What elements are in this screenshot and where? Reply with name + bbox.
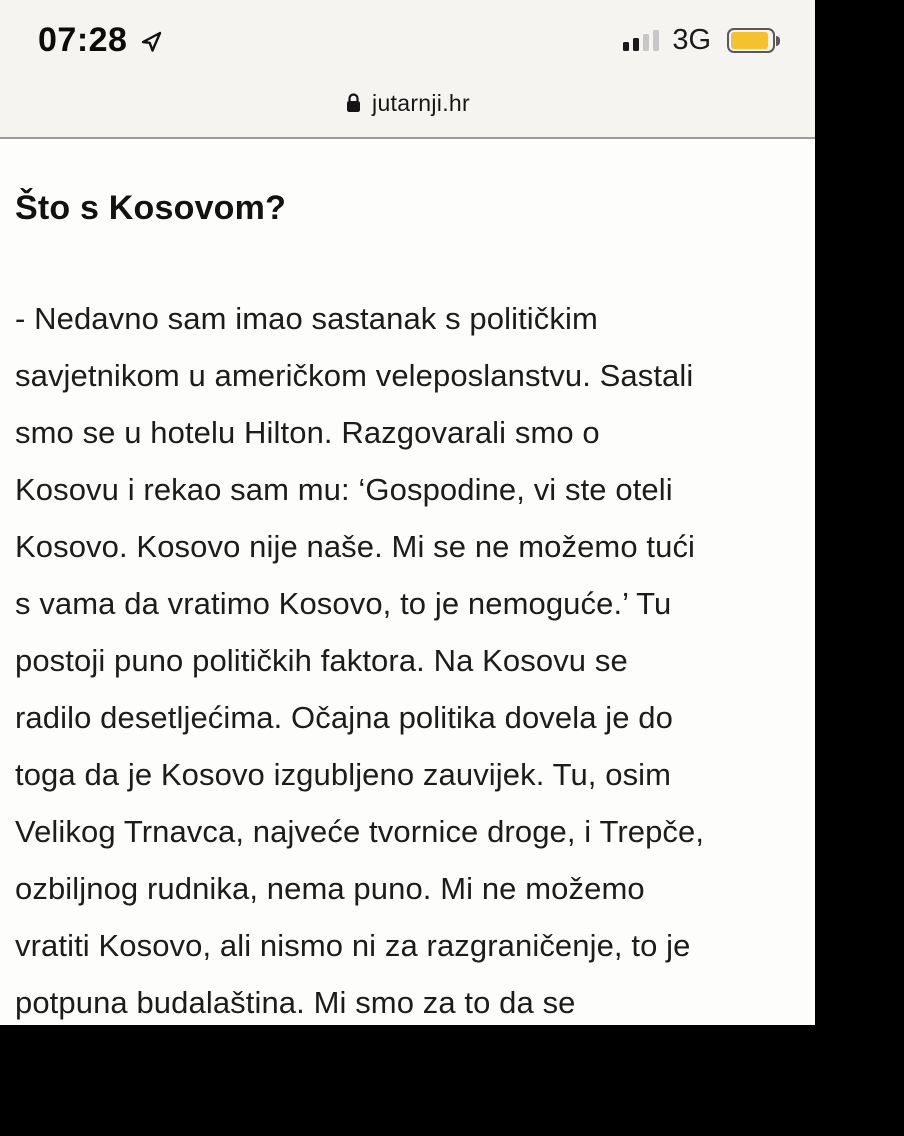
clock: 07:28 [38, 20, 128, 59]
paragraph-line: potpuna budalaština. Mi smo za to da se [15, 985, 576, 1020]
paragraph-line: savjetnikom u američkom veleposlanstvu. Sastali [15, 358, 694, 393]
paragraph-line: - Nedavno sam imao sastanak s političkim [15, 301, 598, 336]
article-content [0, 189, 815, 1025]
battery-fill [731, 32, 768, 49]
safari-header [0, 0, 815, 139]
status-left [38, 21, 163, 60]
signal-bar [643, 34, 649, 51]
address-bar[interactable] [0, 90, 815, 117]
signal-bar [633, 38, 639, 51]
article-heading: Što s Kosovom? [15, 189, 287, 227]
battery-nub [776, 36, 780, 46]
paragraph-line: Velikog Trnavca, najveće tvornice droge, i Trepče, [15, 814, 705, 849]
paragraph-line: s vama da vratimo Kosovo, to je nemoguće.’ Tu [15, 586, 672, 621]
paragraph-line: vratiti Kosovo, ali nismo ni za razgraničenje, to je [15, 928, 691, 963]
status-right [623, 24, 781, 57]
padlock-icon [345, 92, 362, 113]
paragraph-line: ozbiljnog rudnika, nema puno. Mi ne možemo [15, 871, 645, 906]
paragraph-line: postoji puno političkih faktora. Na Kosovu se [15, 643, 628, 678]
signal-bar [623, 42, 629, 51]
article-paragraph [15, 290, 797, 1025]
location-arrow-icon [139, 29, 163, 53]
paragraph-line: Kosovo. Kosovo nije naše. Mi se ne možemo tući [15, 529, 696, 564]
paragraph-line: Kosovu i rekao sam mu: ‘Gospodine, vi ste oteli [15, 472, 673, 507]
network-type-label: 3G [672, 23, 711, 56]
paragraph-line: smo se u hotelu Hilton. Razgovarali smo o [15, 415, 600, 450]
paragraph-line: toga da je Kosovo izgubljeno zauvijek. Tu, osim [15, 757, 672, 792]
signal-bar [653, 30, 659, 51]
paragraph-line: radilo desetljećima. Očajna politika dovela je do [15, 700, 673, 735]
battery-low-power-icon [727, 28, 775, 53]
cellular-signal-icon [623, 29, 659, 51]
url-domain: jutarnji.hr [372, 90, 470, 116]
status-bar [0, 0, 815, 68]
